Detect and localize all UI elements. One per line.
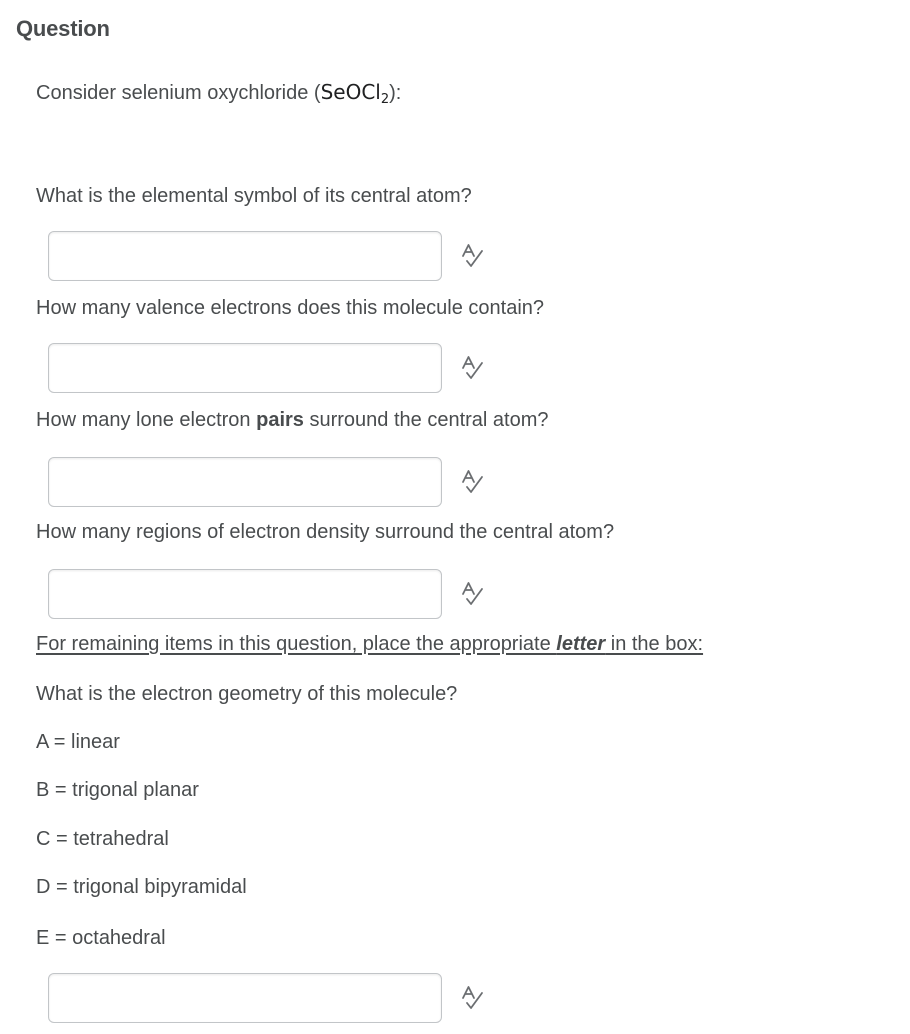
spellcheck-icon[interactable] [460, 985, 486, 1011]
geometry-answer-input[interactable] [48, 973, 442, 1023]
question-2-answer-input[interactable] [48, 343, 442, 393]
chemical-formula: SeOCl$_2$ [320, 80, 390, 107]
option-c: C = tetrahedral [36, 828, 169, 850]
spellcheck-icon[interactable] [460, 355, 486, 381]
question-3-answer-input[interactable] [48, 457, 442, 507]
intro-suffix: ): [389, 82, 402, 104]
option-e: E = octahedral [36, 927, 166, 949]
instruction-text: For remaining items in this question, place the appropriate letter in the box: [36, 633, 704, 655]
option-d: D = trigonal bipyramidal [36, 876, 247, 898]
question-heading: Question [16, 16, 110, 41]
emphasis-pairs: pairs [256, 409, 304, 431]
option-b: B = trigonal planar [36, 779, 199, 801]
question-2-text: How many valence electrons does this molecule contain? [36, 297, 545, 319]
question-1-answer-input[interactable] [48, 231, 442, 281]
question-4-text: How many regions of electron density surround the central atom? [36, 521, 615, 543]
question-1-text: What is the elemental symbol of its central atom? [36, 185, 472, 207]
spellcheck-icon[interactable] [460, 469, 486, 495]
intro-text [36, 80, 401, 112]
question-3-text: How many lone electron pairs surround the central atom? [36, 409, 549, 431]
spellcheck-icon[interactable] [460, 243, 486, 269]
intro-label: Consider selenium oxychloride ( [36, 82, 321, 104]
emphasis-letter: letter [556, 633, 606, 655]
spellcheck-icon[interactable] [460, 581, 486, 607]
question-4-answer-input[interactable] [48, 569, 442, 619]
geometry-question-text: What is the electron geometry of this molecule? [36, 683, 458, 705]
option-a: A = linear [36, 731, 120, 753]
